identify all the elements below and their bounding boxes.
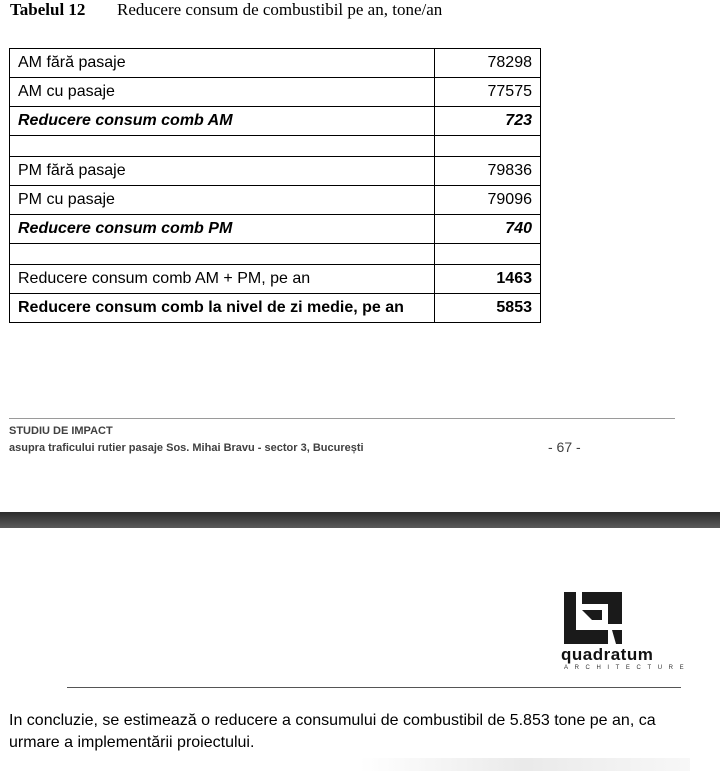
- scan-artifact: [360, 758, 690, 771]
- quadratum-logo: [558, 590, 691, 674]
- row-value: 79096: [435, 186, 541, 215]
- footer-title: STUDIU DE IMPACT: [9, 425, 113, 437]
- table-number: Tabelul 12: [10, 0, 86, 19]
- footer-divider: [9, 418, 675, 419]
- row-label: Reducere consum comb PM: [10, 215, 435, 244]
- row-value: 1463: [435, 265, 541, 294]
- table-row-blank: [10, 136, 541, 157]
- quadratum-logo-icon: [562, 590, 624, 646]
- row-label: PM fără pasaje: [10, 157, 435, 186]
- row-label: AM cu pasaje: [10, 78, 435, 107]
- table-row-subtotal: [10, 215, 541, 244]
- table-row-blank: [10, 244, 541, 265]
- logo-tagline: ARCHITECTURE: [564, 665, 691, 671]
- table-row: [10, 49, 541, 78]
- row-label: PM cu pasaje: [10, 186, 435, 215]
- table-row: [10, 78, 541, 107]
- fuel-consumption-table: [9, 48, 541, 323]
- row-value: 77575: [435, 78, 541, 107]
- row-value: 723: [435, 107, 541, 136]
- table-row: [10, 186, 541, 215]
- row-label: [10, 136, 435, 157]
- row-label: AM fără pasaje: [10, 49, 435, 78]
- page-number: - 67 -: [548, 439, 581, 455]
- row-label: Reducere consum comb AM: [10, 107, 435, 136]
- row-label: Reducere consum comb la nivel de zi medie, pe an: [10, 294, 435, 323]
- row-value: [435, 244, 541, 265]
- table-row: [10, 157, 541, 186]
- row-value: 740: [435, 215, 541, 244]
- table-row-total: [10, 265, 541, 294]
- row-value: 79836: [435, 157, 541, 186]
- table-title: Reducere consum de combustibil pe an, tone/an: [117, 0, 443, 19]
- row-label: Reducere consum comb AM + PM, pe an: [10, 265, 435, 294]
- logo-wordmark: quadratum: [561, 645, 654, 664]
- row-value: 78298: [435, 49, 541, 78]
- row-value: 5853: [435, 294, 541, 323]
- page-separator: [0, 512, 720, 528]
- footer-subtitle: asupra traficului rutier pasaje Sos. Mihai Bravu - sector 3, București: [9, 442, 364, 454]
- table-caption: [10, 0, 442, 20]
- section-divider: [67, 687, 681, 688]
- table-row-subtotal: [10, 107, 541, 136]
- table-row-total-daily: [10, 294, 541, 323]
- row-label: [10, 244, 435, 265]
- conclusion-paragraph: In concluzie, se estimează o reducere a consumului de combustibil de 5.853 tone pe an, ca urmare a implementării proiectului.: [9, 712, 656, 751]
- row-value: [435, 136, 541, 157]
